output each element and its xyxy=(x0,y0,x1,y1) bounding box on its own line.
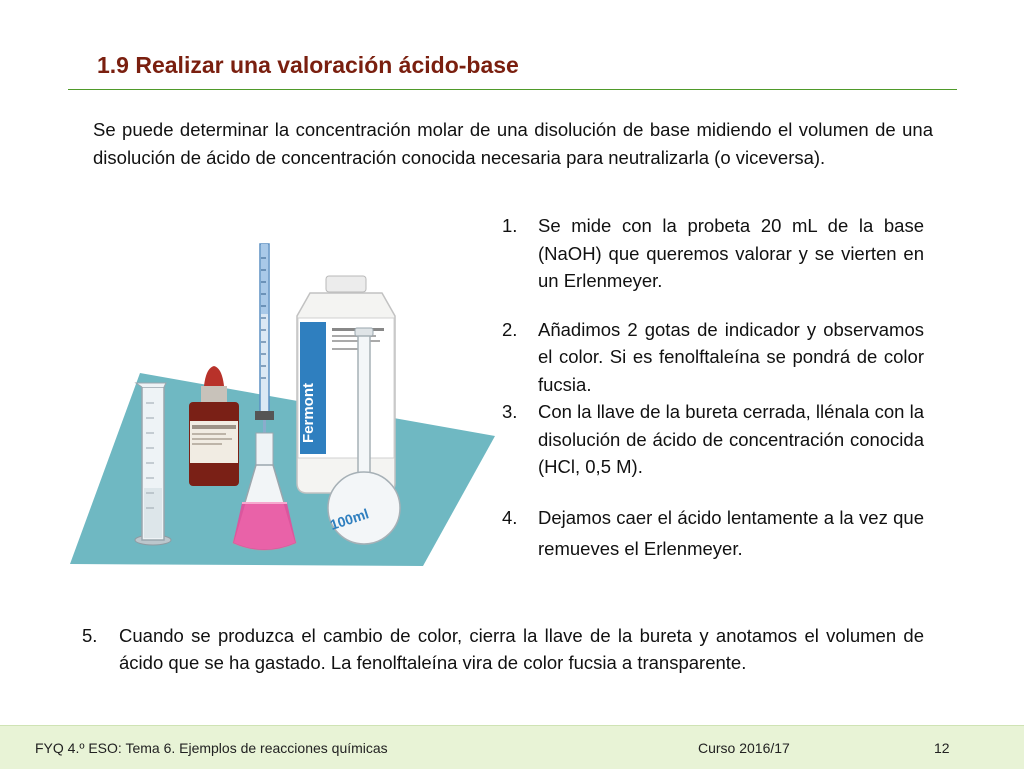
step-number: 3. xyxy=(502,401,518,422)
procedure-steps xyxy=(502,212,924,564)
step-text: Añadimos 2 gotas de indicador y observamos el color. Si es fenolftaleína se pondrá de color fucsia. xyxy=(538,318,924,395)
step-number: 2. xyxy=(502,318,518,340)
step-number: 5. xyxy=(82,625,98,646)
bottle-brand-label: Fermont xyxy=(300,383,317,443)
footer-year: Curso 2016/17 xyxy=(698,740,790,756)
step-item xyxy=(502,398,924,481)
step-text: Cuando se produzca el cambio de color, cierra la llave de la bureta y anotamos el volumen de ácido que se ha gastado. La fenolftaleína vira de color fucsia a transparente. xyxy=(119,625,924,673)
title-underline xyxy=(68,89,957,90)
reagent-bottle xyxy=(297,276,395,493)
step-item xyxy=(502,212,924,295)
step-text: Dejamos caer el ácido lentamente a la vez que remueves el Erlenmeyer. xyxy=(538,506,924,559)
step-number: 1. xyxy=(502,215,518,236)
footer-course-info: FYQ 4.º ESO: Tema 6. Ejemplos de reacciones químicas xyxy=(35,740,388,756)
volumetric-flask-label: 100ml xyxy=(327,505,371,533)
intro-paragraph: Se puede determinar la concentración molar de una disolución de base midiendo el volumen de una disolución de ácido de concentración conocida necesaria para neutralizarla (o viceversa). xyxy=(93,119,933,168)
step-five xyxy=(82,622,924,676)
titration-lab-illustration xyxy=(70,238,500,568)
step-text: Se mide con la probeta 20 mL de la base (NaOH) que queremos valorar y se vierten en un Erlenmeyer. xyxy=(538,215,924,291)
footer-bar xyxy=(0,725,1024,769)
page-number: 12 xyxy=(934,740,950,756)
step-text: Con la llave de la bureta cerrada, llénala con la disolución de ácido de concentración conocida (HCl, 0,5 M). xyxy=(538,401,924,477)
step-item xyxy=(502,502,924,564)
step-item xyxy=(502,316,924,399)
burette xyxy=(255,244,274,443)
step-number: 4. xyxy=(502,506,518,528)
burette-stopcock xyxy=(255,411,274,420)
slide-title: 1.9 Realizar una valoración ácido-base xyxy=(97,52,519,78)
